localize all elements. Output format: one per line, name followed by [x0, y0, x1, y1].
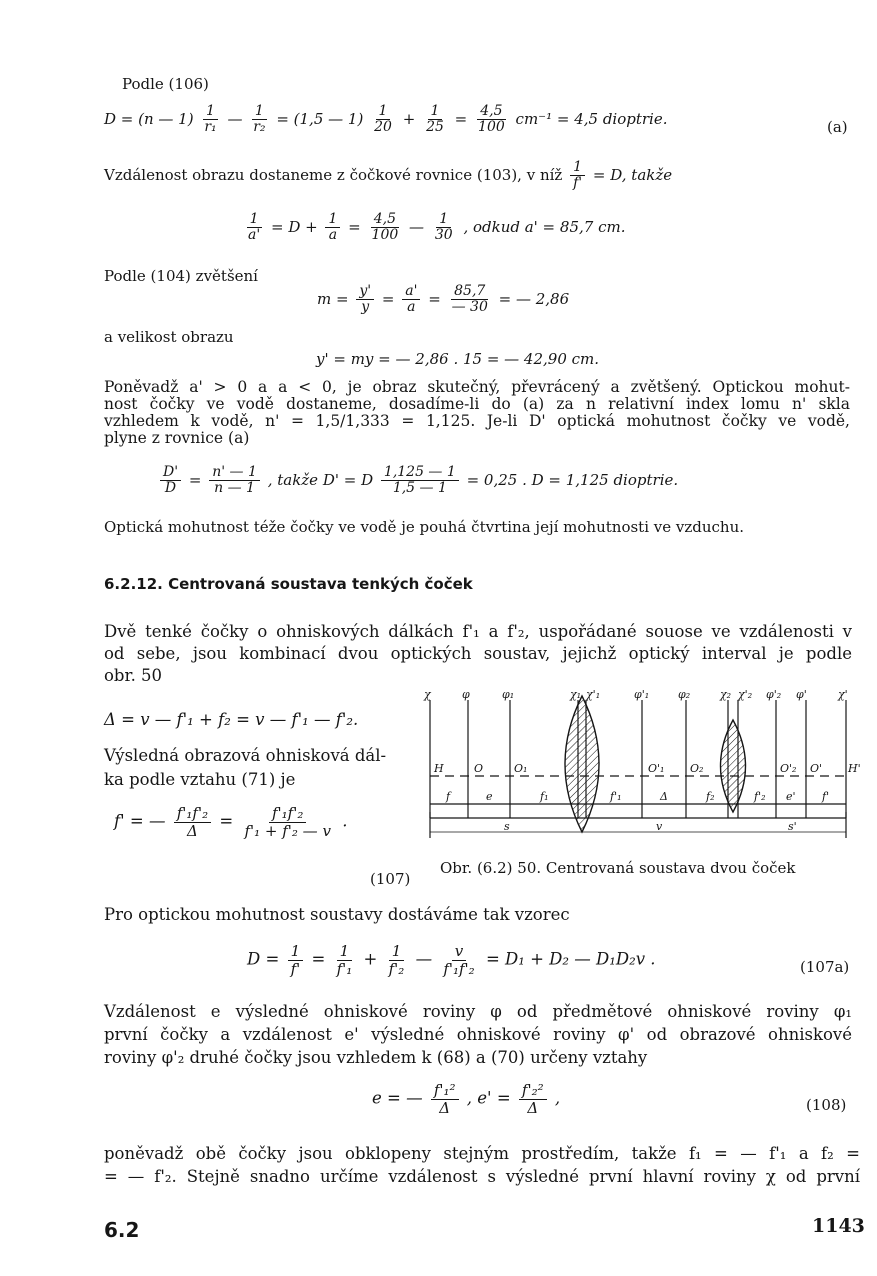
label-chi2p: χ'₂	[738, 688, 753, 701]
m-tail: = — 2,86	[498, 289, 570, 308]
eq-label-108: (108)	[806, 1096, 847, 1114]
vysledna-line2: ka podle vztahu (71) je	[104, 770, 296, 789]
paragraph-ponevadz-obe	[104, 1142, 860, 1188]
podle-104: Podle (104) zvětšení	[104, 267, 258, 285]
eq2-frac4: $\frac{1}{30}$	[434, 211, 453, 244]
para2-line: roviny φ'₂ druhé čočky jsou vzhledem k (68) a (70) určeny vztahy	[104, 1048, 648, 1067]
eq2-tail: , odkud a' = 85,7 cm.	[463, 217, 626, 236]
equation-m: m = $\frac{y'}{y}$ = $\frac{a'}{a}$ = $\frac{85,7}{— 30}$ = — 2,86	[317, 283, 570, 316]
equation-d-prime: $\frac{D'}{D}$ = $\frac{n' — 1}{n — 1}$ , takže D' = D $\frac{1,125 — 1}{1,5 — 1}$ = 0,25 . D = 1,125 dioptrie.	[157, 465, 678, 497]
para2-line: Vzdálenost e výsledné ohniskové roviny φ od předmětové ohniskové roviny φ₁	[104, 1002, 852, 1021]
dp-tail: = 0,25 . D = 1,125 dioptrie.	[466, 470, 679, 489]
e-frac2: $\frac{\text{f'₂²}}{\Delta}$	[519, 1082, 547, 1116]
vzdalenost-line	[104, 160, 672, 192]
label-chi2: χ₂	[720, 688, 732, 701]
label-O1p: O'₁	[648, 762, 665, 775]
eq-a-label: (a)	[827, 118, 848, 136]
para1-line: vzhledem k vodě, n' = 1,5/1,333 = 1,125. Je-li D' optická mohutnost čočky ve vodě,	[104, 412, 850, 430]
D-frac3: $\frac{1}{\text{f'₂}}$	[388, 942, 405, 978]
f-frac1: $\frac{\text{f'₁f'₂}}{\Delta}$	[174, 805, 211, 839]
eq2-frac3: $\frac{4,5}{100}$	[371, 211, 399, 244]
label-Hp: H'	[848, 762, 861, 775]
pro-opticka: Pro optickou mohutnost soustavy dostáváme tak vzorec	[104, 905, 570, 924]
equation-a: D = (n — 1) $\frac{1}{\text{r₁}}$ — $\frac{1}{\text{r₂}}$ = (1,5 — 1) $\frac{1}{20}$ + $\frac{1}{25}$ = $\frac{4,5}{100}$ cm⁻¹ = 4,5 dioptrie.	[104, 103, 668, 136]
label-O1: O₁	[514, 762, 528, 775]
eq-a-frac2: $\frac{1}{\text{r₂}}$	[253, 103, 266, 136]
equation-107: f' = — $\frac{\text{f'₁f'₂}}{\Delta}$ = $\frac{\text{f'₁f'₂}}{\text{f'₁ + f'₂ — v}}$ .	[114, 804, 348, 840]
para2-line: první čočky a vzdálenost e' výsledné ohniskové roviny φ' od obrazové ohniskové	[104, 1025, 852, 1044]
para1-line: Poněvadž a' > 0 a a < 0, je obraz skutečný, převrácený a zvětšený. Optickou mohut-	[104, 378, 850, 396]
intro-line: obr. 50	[104, 666, 163, 685]
label-phi1: φ₁	[502, 688, 515, 701]
m-frac2: $\frac{a'}{a}$	[402, 284, 420, 316]
figure-caption: Obr. (6.2) 50. Centrovaná soustava dvou čoček	[440, 859, 796, 877]
y-equation: y' = my = — 2,86 . 15 = — 42,90 cm.	[316, 350, 600, 368]
para3-line: = — f'₂. Stejně snadno určíme vzdálenost s výsledné první hlavní roviny χ od první	[104, 1167, 860, 1186]
eq-label-107a: (107a)	[800, 958, 850, 976]
vzd-frac: $\frac{1}{f'}$	[570, 160, 585, 192]
label-delta: Δ	[660, 790, 668, 803]
paragraph-ponevadz	[104, 379, 850, 447]
D-frac4: $\frac{v}{\text{f'₁f'₂}}$	[443, 942, 475, 978]
label-f1: f₁	[540, 790, 549, 803]
intro-line: Dvě tenké čočky o ohniskových dálkách f'₁ a f'₂, uspořádané souose ve vzdálenosti v	[104, 622, 852, 641]
lens-1	[565, 696, 599, 832]
section-heading: 6.2.12. Centrovaná soustava tenkých čoček	[104, 575, 473, 593]
D-frac1: $\frac{1}{f'}$	[288, 943, 304, 977]
label-v: v	[656, 820, 663, 833]
label-phi1p: φ'₁	[634, 688, 650, 701]
footer-section: 6.2	[104, 1218, 140, 1242]
label-chi1: χ₁	[570, 688, 582, 701]
para1-line: nost čočky ve vodě dostaneme, dosadíme-li do (a) za n relativní index lomu n' skla	[104, 395, 850, 413]
podle-106: Podle (106)	[122, 75, 209, 93]
m-frac1: $\frac{y'}{y}$	[356, 284, 374, 316]
D-tail: = D₁ + D₂ — D₁D₂v .	[485, 949, 656, 969]
eq2-frac2: $\frac{1}{a}$	[325, 212, 340, 244]
label-e: e	[486, 790, 493, 803]
paragraph-vzdalenost	[104, 1000, 852, 1069]
eq-a-frac1: $\frac{1}{\text{r₁}}$	[204, 103, 217, 136]
label-chi: χ	[424, 688, 431, 701]
para3-line: poněvadž obě čočky jsou obklopeny stejným prostředím, takže f₁ = — f'₁ a f₂ =	[104, 1144, 860, 1163]
para1-line: plyne z rovnice (a)	[104, 429, 250, 447]
dp-frac1: $\frac{D'}{D}$	[160, 465, 181, 497]
label-s: s	[504, 820, 510, 833]
delta-equation: Δ = v — f'₁ + f₂ = v — f'₁ — f'₂.	[104, 710, 359, 729]
intro-line: od sebe, jsou kombinací dvou optických soustav, jejichž optický interval je podle	[104, 644, 852, 663]
equation-108: e = — $\frac{\text{f'₁²}}{\Delta}$ , e' = $\frac{\text{f'₂²}}{\Delta}$ ,	[372, 1081, 561, 1117]
equation-1-over-a: $\frac{1}{a'}$ = D + $\frac{1}{a}$ = $\frac{4,5}{100}$ — $\frac{1}{30}$ , odkud a' = 85,7 cm.	[242, 212, 625, 244]
e-frac1: $\frac{\text{f'₁²}}{\Delta}$	[431, 1082, 459, 1116]
label-phi: φ	[462, 688, 470, 701]
D-frac2: $\frac{1}{\text{f'₁}}$	[336, 942, 353, 978]
label-fp: f'	[822, 790, 830, 803]
velikost-obrazu: a velikost obrazu	[104, 328, 234, 346]
eq-a-mid: = (1,5 — 1)	[276, 109, 364, 128]
page-number: 1143	[812, 1215, 865, 1237]
label-ep: e'	[786, 790, 796, 803]
dp-frac2: $\frac{n' — 1}{n — 1}$	[209, 465, 260, 497]
label-sp: s'	[788, 820, 797, 833]
opticka-mohutnost: Optická mohutnost téže čočky ve vodě je pouhá čtvrtina její mohutnosti ve vzduchu.	[104, 518, 745, 536]
vzd-tail: = D, takže	[592, 165, 673, 184]
label-f: f	[446, 790, 451, 803]
figure-lens-system	[420, 686, 861, 851]
label-Op: O'	[810, 762, 823, 775]
vysledna-line1: Výsledná obrazová ohnisková dál-	[104, 746, 387, 765]
label-chip: χ'	[838, 688, 848, 701]
eq-a-frac3: $\frac{1}{20}$	[374, 103, 392, 136]
label-chi1p: χ'₁	[586, 688, 601, 701]
label-phi2: φ₂	[678, 688, 691, 701]
label-O2p: O'₂	[780, 762, 797, 775]
label-f2: f₂	[706, 790, 715, 803]
eq-a-frac4: $\frac{1}{25}$	[426, 103, 444, 136]
label-phip: φ'	[796, 688, 807, 701]
dp-frac3: $\frac{1,125 — 1}{1,5 — 1}$	[381, 465, 459, 497]
label-f1p: f'₁	[610, 790, 622, 803]
equation-107a: D = $\frac{1}{f'}$ = $\frac{1}{\text{f'₁}}$ + $\frac{1}{\text{f'₂}}$ — $\frac{v}{\text{f'₁f'₂}}$ = D₁ + D₂ — D₁D₂v .	[247, 942, 656, 978]
label-f2p: f'₂	[754, 790, 766, 803]
vzdalenost-text: Vzdálenost obrazu dostaneme z čočkové rovnice (103), v níž	[104, 165, 563, 184]
eq2-frac1: $\frac{1}{a'}$	[248, 211, 261, 244]
eq-a-frac5: $\frac{4,5}{100}$	[478, 103, 505, 136]
label-O: O	[474, 762, 484, 775]
eq-a-tail: cm⁻¹ = 4,5 dioptrie.	[515, 109, 668, 128]
f-frac2: $\frac{\text{f'₁f'₂}}{\text{f'₁ + f'₂ — v}}$	[244, 804, 331, 840]
lens-2	[721, 720, 746, 812]
paragraph-intro	[104, 621, 852, 687]
label-H: H	[434, 762, 444, 775]
m-frac3: $\frac{85,7}{— 30}$	[451, 283, 488, 316]
eq-a-lhs: D = (n — 1)	[104, 109, 194, 128]
eq-label-107: (107)	[370, 870, 411, 888]
label-O2: O₂	[690, 762, 704, 775]
label-phi2p: φ'₂	[766, 688, 782, 701]
